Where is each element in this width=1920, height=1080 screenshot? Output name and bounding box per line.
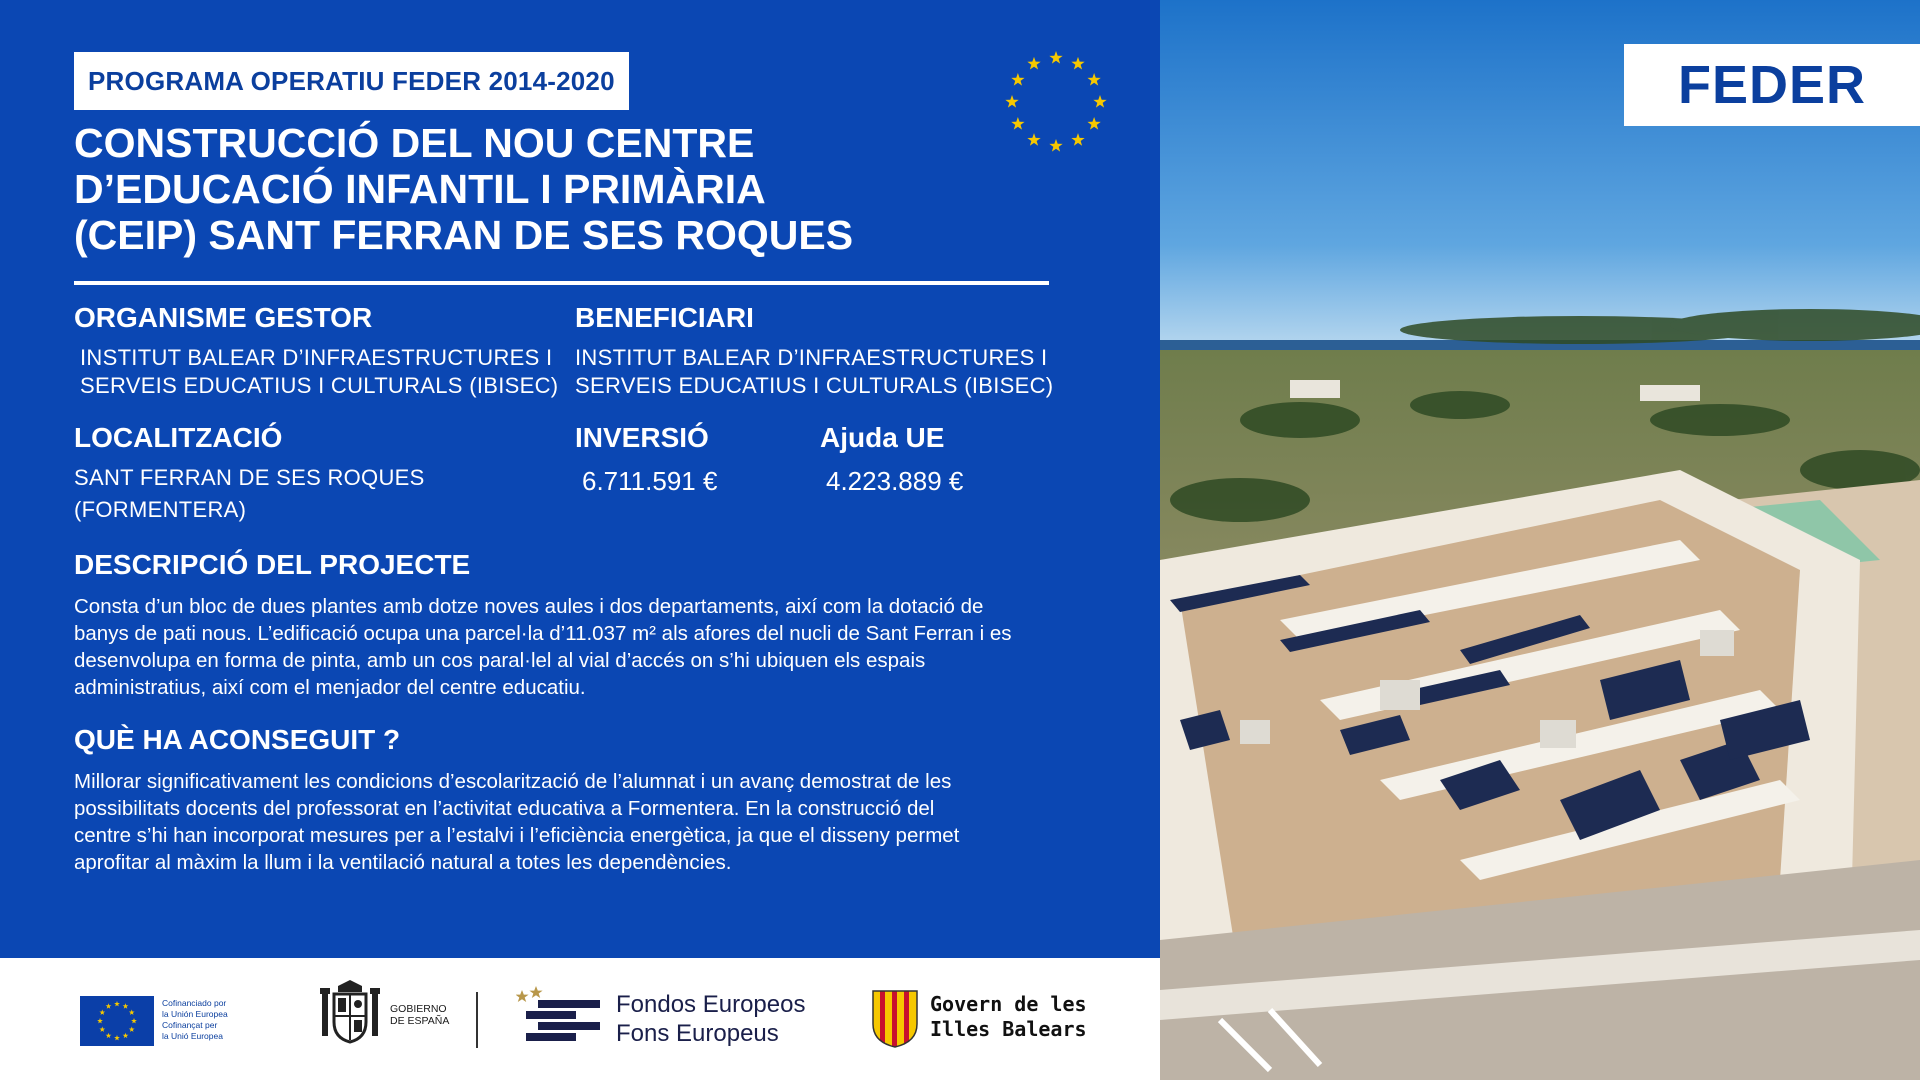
aconseguit-line: possibilitats docents del professorat en l’activitat educativa a Formentera. En la construcció del [74, 797, 935, 820]
feder-badge-label: FEDER [1677, 55, 1866, 115]
gobierno-text [390, 1003, 449, 1027]
fondos-line: Fondos Europeos [616, 991, 806, 1018]
eu-star [106, 1003, 112, 1008]
ajuda-value: 4.223.889 € [826, 466, 964, 496]
eu-star [1049, 139, 1062, 152]
eu-star [99, 1010, 105, 1015]
balears-shield-icon [872, 990, 918, 1048]
govern-line: Illes Balears [930, 1017, 1087, 1041]
organisme-line: SERVEIS EDUCATIUS I CULTURALS (IBISEC) [80, 373, 559, 398]
eu-star [1027, 57, 1040, 70]
title-divider [74, 281, 1049, 285]
beneficiari-line: INSTITUT BALEAR D’INFRAESTRUCTURES I [575, 345, 1048, 370]
eu-star [1011, 73, 1024, 86]
aconseguit-line: Millorar significativament les condicions d’escolarització de l’alumnat i un avanç demostrat de les [74, 770, 952, 793]
title-line: CONSTRUCCIÓ DEL NOU CENTRE [74, 120, 755, 166]
localitzacio-line: SANT FERRAN DE SES ROQUES [74, 465, 425, 490]
eu-star [97, 1018, 103, 1023]
descripcio-line: desenvolupa en forma de pinta, amb un cos paral·lel al vial d’accés on s’hi ubiquen els espais [74, 649, 926, 672]
eu-star [106, 1033, 112, 1038]
fondos-line: Fons Europeus [616, 1020, 779, 1047]
eu-star [114, 1035, 120, 1040]
eu-star [1071, 133, 1084, 146]
eu-star [1087, 117, 1100, 130]
title-line: D’EDUCACIÓ INFANTIL I PRIMÀRIA [74, 166, 766, 212]
eu-star [131, 1018, 137, 1023]
govern-line: Govern de les [930, 992, 1087, 1016]
aconseguit-text [74, 768, 1124, 876]
eu-star [1005, 95, 1018, 108]
eu-star [123, 1003, 129, 1008]
descripcio-line: administratius, així com el menjador del centre educatiu. [74, 676, 586, 699]
eu-star [123, 1033, 129, 1038]
eu-text-line: la Unió Europea [162, 1031, 223, 1041]
eu-star [129, 1010, 135, 1015]
eu-text-line: Cofinançat per [162, 1020, 218, 1030]
eu-star [114, 1001, 120, 1006]
eu-stars-icon [1000, 48, 1112, 156]
descripcio-line: banys de pati nous. L’edificació ocupa una parcel·la d’11.037 m² als afores del nucli de Sant Ferran i es [74, 622, 1012, 645]
school-aerial-photo [1160, 0, 1920, 1080]
eu-text-line: la Unión Europea [162, 1009, 228, 1019]
gobierno-line: GOBIERNO [390, 1003, 447, 1015]
descripcio-text [74, 593, 1124, 701]
aerial-photo-illustration [1160, 0, 1920, 1080]
eu-text-line: Cofinanciado por [162, 998, 227, 1008]
beneficiari-heading: BENEFICIARI [575, 302, 754, 333]
inversio-value: 6.711.591 € [582, 466, 718, 496]
program-label-box [74, 52, 629, 110]
organisme-heading: ORGANISME GESTOR [74, 302, 373, 333]
spain-crest-icon [318, 980, 382, 1046]
eu-star [1027, 133, 1040, 146]
logo-separator [476, 992, 478, 1048]
eu-flag-icon [80, 996, 154, 1046]
eu-star [129, 1027, 135, 1032]
descripcio-heading: DESCRIPCIÓ DEL PROJECTE [74, 549, 471, 580]
eu-star [1049, 51, 1062, 64]
ajuda-heading: Ajuda UE [820, 422, 945, 453]
aconseguit-line: aprofitar al màxim la llum i la ventilació natural a totes les dependències. [74, 851, 732, 874]
fondos-europeos-text [616, 990, 805, 1048]
eu-star [1071, 57, 1084, 70]
organisme-line: INSTITUT BALEAR D’INFRAESTRUCTURES I [80, 345, 553, 370]
inversio-heading: INVERSIÓ [575, 422, 709, 453]
program-label: PROGRAMA OPERATIU FEDER 2014-2020 [88, 65, 615, 96]
aconseguit-line: centre s’hi han incorporat mesures per a l’estalvi i l’eficiència energètica, ja que el disseny permet [74, 824, 960, 847]
aconseguit-heading: QUÈ HA ACONSEGUIT ? [74, 724, 401, 755]
eu-star [1093, 95, 1106, 108]
title-line: (CEIP) SANT FERRAN DE SES ROQUES [74, 212, 854, 258]
beneficiari-line: SERVEIS EDUCATIUS I CULTURALS (IBISEC) [575, 373, 1054, 398]
eu-cofinancing-text [162, 998, 228, 1042]
fondos-europeos-icon [516, 986, 606, 1046]
descripcio-line: Consta d’un bloc de dues plantes amb dotze noves aules i dos departaments, així com la dotació de [74, 595, 984, 618]
project-title [74, 120, 974, 258]
localitzacio-line: (FORMENTERA) [74, 497, 247, 522]
feder-badge [1624, 44, 1920, 126]
gobierno-line: DE ESPAÑA [390, 1015, 450, 1027]
eu-star [1011, 117, 1024, 130]
localitzacio-heading: LOCALITZACIÓ [74, 422, 283, 453]
eu-star [99, 1027, 105, 1032]
govern-balears-text [930, 992, 1087, 1042]
eu-star [1087, 73, 1100, 86]
